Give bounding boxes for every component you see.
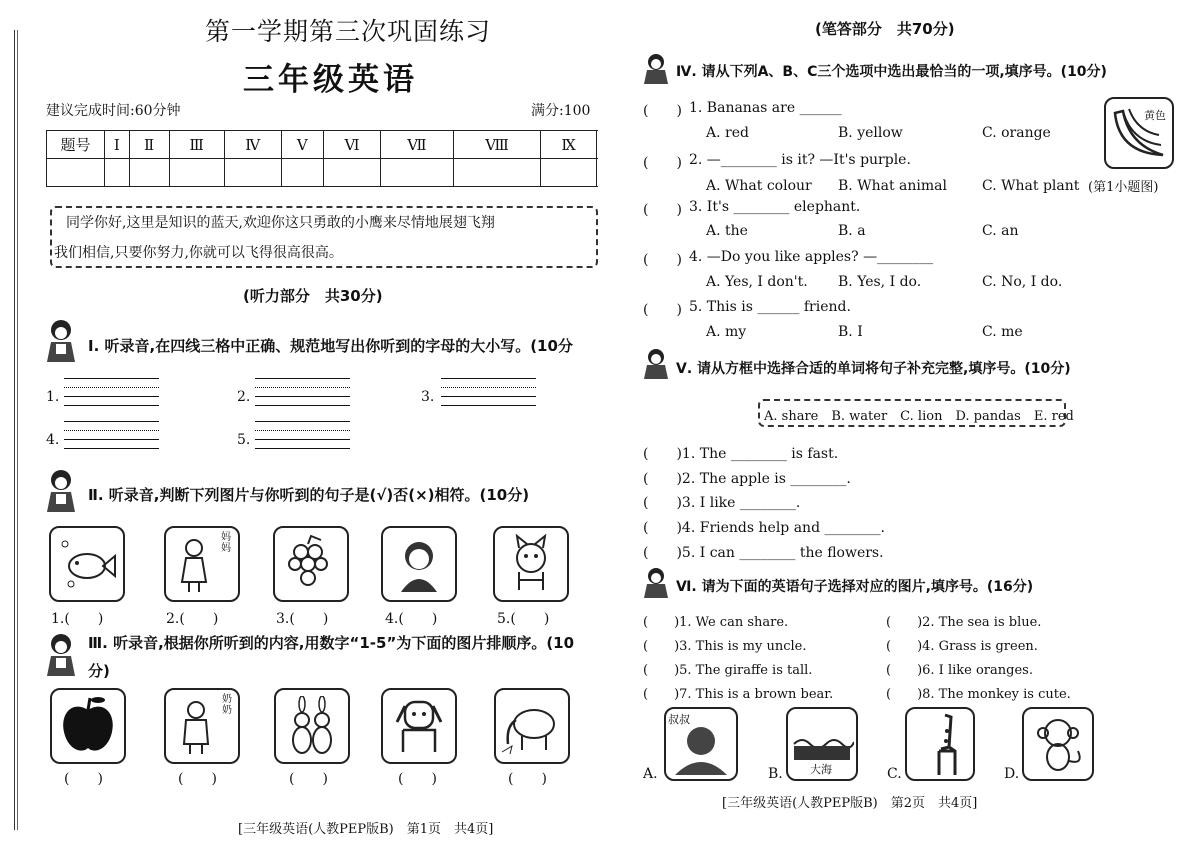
option-c[interactable]: C. me <box>982 324 1023 340</box>
sea-label: 大海 <box>810 763 832 776</box>
score-table-header-row <box>47 131 599 159</box>
listening-header: (听力部分 共30分) <box>243 287 383 305</box>
banana-caption: (第1小题图) <box>1088 180 1159 195</box>
question-text: 4. —Do you like apples? —________ <box>689 249 934 265</box>
question-paren[interactable]: ( ) <box>643 202 682 218</box>
writing-lines[interactable] <box>64 421 159 449</box>
option-b[interactable]: B. Yes, I do. <box>838 274 922 290</box>
elephant-icon <box>494 688 570 764</box>
match-question[interactable]: ( )5. The giraffe is tall. <box>643 663 813 678</box>
score-cell[interactable] <box>596 159 598 187</box>
fill-question[interactable]: ( )3. I like ________. <box>643 495 801 511</box>
match-question[interactable]: ( )2. The sea is blue. <box>886 615 1042 630</box>
question-text: 5. This is ______ friend. <box>689 299 851 315</box>
dog-icon <box>381 688 457 764</box>
match-question[interactable]: ( )3. This is my uncle. <box>643 639 807 654</box>
banana-icon <box>1104 97 1174 169</box>
section-2-title: Ⅱ. 听录音,判断下列图片与你听到的句子是(√)否(×)相符。(10分) <box>88 486 530 504</box>
cat-icon <box>493 526 569 602</box>
mother-label: 妈妈 <box>221 532 231 554</box>
section-3-title-cont: 分) <box>88 662 110 680</box>
score-cell[interactable] <box>105 159 130 187</box>
table-header-cell: Ⅵ <box>323 131 380 159</box>
question-paren[interactable]: ( ) <box>643 155 682 171</box>
giraffe-icon <box>905 707 975 781</box>
score-cell[interactable] <box>453 159 541 187</box>
writing-lines[interactable] <box>64 378 159 406</box>
monkey-icon <box>1022 707 1094 781</box>
option-c[interactable]: C. orange <box>982 125 1051 141</box>
table-header-cell: Ⅱ <box>129 131 169 159</box>
motto-line-2: 我们相信,只要你努力,你就可以飞得很高很高。 <box>54 245 343 261</box>
match-question[interactable]: ( )4. Grass is green. <box>886 639 1038 654</box>
score-cell[interactable] <box>47 159 105 187</box>
question-text: 2. —________ is it? —It's purple. <box>689 152 911 168</box>
match-question[interactable]: ( )8. The monkey is cute. <box>886 687 1071 702</box>
option-b[interactable]: B. a <box>838 223 866 239</box>
fill-question[interactable]: ( )1. The ________ is fast. <box>643 446 839 462</box>
answer-blank[interactable]: ( ) <box>64 771 103 787</box>
word-bank <box>758 399 1074 427</box>
match-question[interactable]: ( )7. This is a brown bear. <box>643 687 834 702</box>
sea-icon <box>786 707 858 781</box>
score-table-score-row <box>47 159 599 187</box>
uncle-icon <box>664 707 738 781</box>
section-5-title: Ⅴ. 请从方框中选择合适的单词将句子补充完整,填序号。(10分) <box>676 361 1071 377</box>
fish-icon <box>49 526 125 602</box>
girl-mascot-icon <box>44 632 78 678</box>
page-footer-right: [三年级英语(人教PEP版B) 第2页 共4页] <box>722 796 978 811</box>
answer-blank[interactable]: 2.( ) <box>166 611 219 627</box>
girl-mascot-icon <box>640 347 672 381</box>
option-b[interactable]: B. yellow <box>838 125 903 141</box>
exam-title: 第一学期第三次巩固练习 <box>205 17 492 46</box>
girl-mascot-icon <box>640 52 672 86</box>
fill-question[interactable]: ( )4. Friends help and ________. <box>643 520 885 536</box>
q2-number: 2. <box>237 389 251 405</box>
score-table <box>46 130 598 187</box>
writing-lines[interactable] <box>255 378 350 406</box>
page-footer-left: [三年级英语(人教PEP版B) 第1页 共4页] <box>238 822 494 837</box>
apple-icon <box>50 688 126 764</box>
fill-question[interactable]: ( )2. The apple is ________. <box>643 471 851 487</box>
motto-box <box>50 206 598 268</box>
table-header-cell: Ⅸ <box>541 131 596 159</box>
binding-edge <box>14 30 18 830</box>
table-header-cell: Ⅰ <box>105 131 130 159</box>
option-a[interactable]: A. red <box>706 125 749 141</box>
boy-icon <box>381 526 457 602</box>
option-b[interactable]: B. I <box>838 324 863 340</box>
rabbits-icon <box>274 688 350 764</box>
option-c[interactable]: C. an <box>982 223 1019 239</box>
answer-blank[interactable]: ( ) <box>178 771 217 787</box>
answer-blank[interactable]: ( ) <box>289 771 328 787</box>
q5-number: 5. <box>237 432 251 448</box>
question-text: 3. It's ________ elephant. <box>689 199 861 215</box>
table-header-cell: 题号 <box>47 131 105 159</box>
table-header-cell: Ⅴ <box>281 131 323 159</box>
option-a[interactable]: A. my <box>706 324 747 340</box>
option-c[interactable]: C. What plant <box>982 178 1080 194</box>
option-b[interactable]: B. What animal <box>838 178 947 194</box>
score-cell[interactable] <box>224 159 281 187</box>
pic-letter-b: B. <box>768 766 783 782</box>
option-a[interactable]: A. the <box>706 223 748 239</box>
grandmother-label: 奶奶 <box>222 694 232 716</box>
mother-icon <box>164 526 240 602</box>
score-cell[interactable] <box>323 159 380 187</box>
q3-number: 3. <box>421 389 435 405</box>
question-paren[interactable]: ( ) <box>643 103 682 119</box>
score-cell[interactable] <box>281 159 323 187</box>
exam-subtitle: 三年级英语 <box>243 62 418 98</box>
option-a[interactable]: A. What colour <box>706 178 812 194</box>
girl-mascot-icon <box>44 468 78 516</box>
score-cell[interactable] <box>381 159 454 187</box>
answer-blank[interactable]: 4.( ) <box>385 611 438 627</box>
answer-blank[interactable]: 5.( ) <box>497 611 550 627</box>
question-paren[interactable]: ( ) <box>643 302 682 318</box>
answer-blank[interactable]: ( ) <box>398 771 437 787</box>
question-text: 1. Bananas are ______ <box>689 100 842 116</box>
pic-letter-a: A. <box>643 766 658 782</box>
word-bank-text: A. share B. water C. lion D. pandas E. red <box>764 409 1074 424</box>
fill-question[interactable]: ( )5. I can ________ the flowers. <box>643 545 884 561</box>
score-cell[interactable] <box>541 159 596 187</box>
full-score: 满分:100 <box>531 103 591 119</box>
option-c[interactable]: C. No, I do. <box>982 274 1063 290</box>
match-question[interactable]: ( )6. I like oranges. <box>886 663 1033 678</box>
score-cell[interactable] <box>129 159 169 187</box>
section-3-title: Ⅲ. 听录音,根据你所听到的内容,用数字“1-5”为下面的图片排顺序。(10 <box>88 634 575 652</box>
pic-letter-d: D. <box>1004 766 1020 782</box>
banana-label: 黄色 <box>1144 109 1166 122</box>
time-suggestion: 建议完成时间:60分钟 <box>46 103 181 119</box>
section-1-title: Ⅰ. 听录音,在四线三格中正确、规范地写出你听到的字母的大小写。(10分 <box>88 337 573 355</box>
table-header-cell: Ⅲ <box>169 131 224 159</box>
option-a[interactable]: A. Yes, I don't. <box>706 274 808 290</box>
score-cell[interactable] <box>169 159 224 187</box>
grapes-icon <box>273 526 349 602</box>
q1-number: 1. <box>46 389 60 405</box>
writing-lines[interactable] <box>255 421 350 449</box>
writing-lines[interactable] <box>441 378 536 406</box>
girl-mascot-icon <box>44 318 78 366</box>
question-paren[interactable]: ( ) <box>643 252 682 268</box>
answer-blank[interactable]: ( ) <box>508 771 547 787</box>
uncle-label: 叔叔 <box>668 713 690 726</box>
answer-blank[interactable]: 1.( ) <box>51 611 104 627</box>
section-4-title: Ⅳ. 请从下列A、B、C三个选项中选出最恰当的一项,填序号。(10分) <box>676 64 1107 80</box>
table-header-cell: Ⅳ <box>224 131 281 159</box>
section-6-title: Ⅵ. 请为下面的英语句子选择对应的图片,填序号。(16分) <box>676 579 1034 595</box>
grandmother-icon <box>164 688 240 764</box>
pic-letter-c: C. <box>887 766 902 782</box>
girl-mascot-icon <box>640 566 672 600</box>
answer-blank[interactable]: 3.( ) <box>276 611 329 627</box>
match-question[interactable]: ( )1. We can share. <box>643 615 789 630</box>
motto-line-1: 同学你好,这里是知识的蓝天,欢迎你这只勇敢的小鹰来尽情地展翅飞翔 <box>66 215 495 231</box>
q4-number: 4. <box>46 432 60 448</box>
table-header-cell <box>596 131 598 159</box>
written-header: (笔答部分 共70分) <box>815 20 955 38</box>
table-header-cell: Ⅶ <box>381 131 454 159</box>
table-header-cell: Ⅷ <box>453 131 541 159</box>
